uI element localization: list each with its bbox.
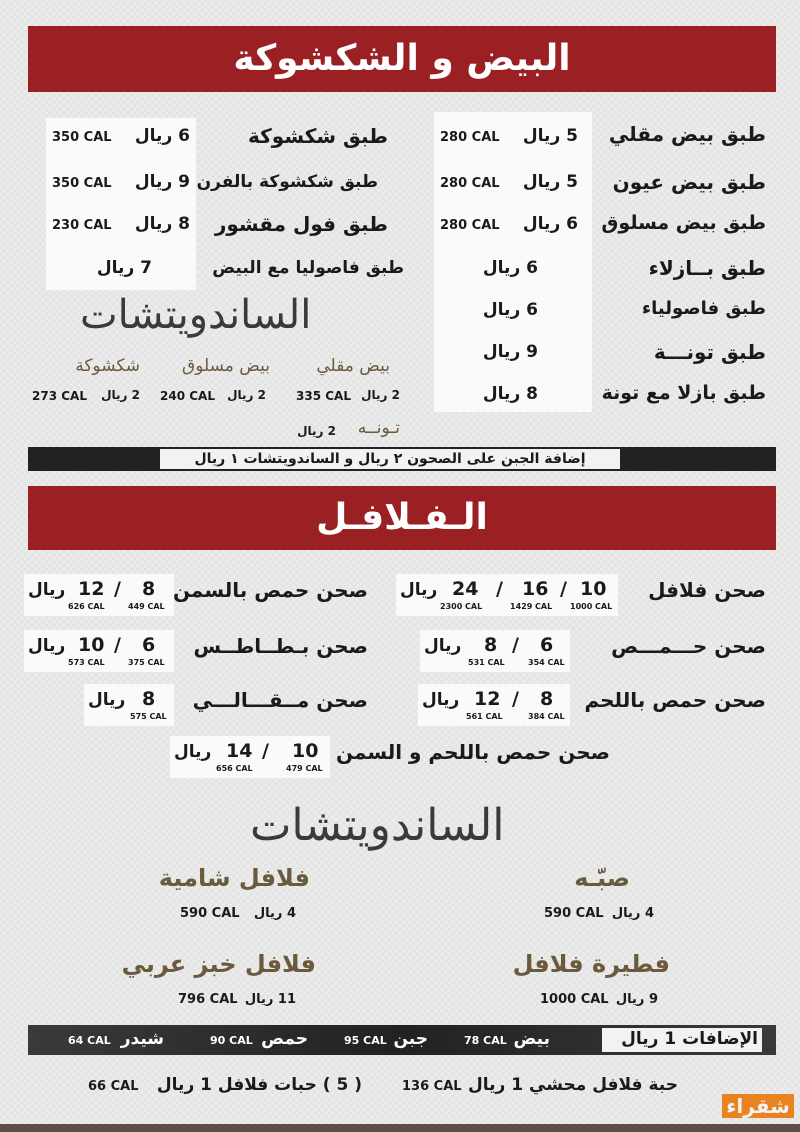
price-separator: / [560, 578, 567, 600]
sandwich-price: 2 ريال [361, 388, 400, 402]
extra-name: شيدر [120, 1029, 164, 1049]
sandwich-name: شكشوكة [75, 356, 140, 376]
sandwich-price: 2 ريال [101, 388, 140, 402]
plate-unit: ريال [88, 690, 126, 710]
brand-name: شقراء [722, 1094, 794, 1118]
menu-item-name: طبق بــازلاء [648, 256, 766, 280]
menu-item-price: 5 ريال [522, 126, 578, 146]
plate-name: صحن مــقـــالـــي [192, 688, 368, 712]
extra-cal: 90 CAL [210, 1034, 253, 1047]
sandwich-price: 11 ريال [244, 992, 296, 1007]
sandwich-cal: 240 CAL [160, 389, 215, 403]
sandwich-price: 4 ريال [611, 906, 654, 921]
plate-price-2: 12 [474, 688, 501, 710]
plate-cal-1: 479 CAL [286, 764, 323, 773]
extra-cal: 95 CAL [344, 1034, 387, 1047]
brand-logo [722, 1088, 794, 1124]
plate-price-1: 8 [142, 688, 156, 710]
sandwiches-heading: الساندويتشات [80, 292, 312, 338]
menu-item-price: 6 ريال [522, 214, 578, 234]
plate-price-2: 16 [522, 578, 549, 600]
plate-cal-1: 384 CAL [528, 712, 565, 721]
plate-cal-1: 375 CAL [128, 658, 165, 667]
plate-cal-3: 2300 CAL [440, 602, 483, 611]
plate-unit: ريال [400, 580, 438, 600]
plate-unit: ريال [424, 636, 462, 656]
menu-item-name: طبق شكشوكة بالفرن [196, 172, 378, 192]
plate-cal-2: 626 CAL [68, 602, 105, 611]
price-separator: / [496, 578, 503, 600]
plate-name: صحن حـــمـــص [611, 634, 766, 658]
menu-item-name: طبق تونـــة [653, 340, 766, 364]
menu-item-price: 7 ريال [96, 258, 152, 278]
plate-price-1: 6 [142, 634, 156, 656]
stuffed-falafel: حبة فلافل محشي 1 ريال [468, 1075, 678, 1095]
menu-item-cal: 230 CAL [52, 218, 112, 233]
sandwich-price: 2 ريال [227, 388, 266, 402]
price-separator: / [114, 578, 121, 600]
sandwich-name: بيض مقلي [316, 356, 390, 376]
menu-item-name: طبق بيض مقلي [608, 122, 766, 146]
plate-cal-2: 573 CAL [68, 658, 105, 667]
menu-item-name: طبق بازلا مع تونة [601, 382, 766, 404]
menu-item-price: 6 ريال [482, 258, 538, 278]
price-separator: / [262, 740, 269, 762]
menu-item-name: طبق شكشوكة [248, 124, 388, 148]
menu-item-cal: 350 CAL [52, 176, 112, 191]
extra-name: جبن [393, 1029, 428, 1049]
sandwich-cal: 590 CAL [180, 906, 240, 921]
plate-name: صحن حمص باللحم [584, 688, 766, 712]
plate-unit: ريال [28, 636, 66, 656]
price-separator: / [114, 634, 121, 656]
sandwich-cal: 273 CAL [32, 389, 87, 403]
menu-item-cal: 350 CAL [52, 130, 112, 145]
menu-item-name: طبق بيض مسلوق [601, 212, 766, 234]
sandwich-name: بيض مسلوق [182, 356, 270, 376]
plate-cal-1: 354 CAL [528, 658, 565, 667]
plate-price-3: 24 [452, 578, 479, 600]
sandwich-cal: 590 CAL [544, 906, 604, 921]
price-separator: / [512, 634, 519, 656]
sandwich-name: فطيرة فلافل [512, 950, 670, 978]
menu-item-price: 5 ريال [522, 172, 578, 192]
menu-item-price: 8 ريال [134, 214, 190, 234]
sandwich-cal: 796 CAL [178, 992, 238, 1007]
plate-name: صحن حمص باللحم و السمن [335, 740, 610, 764]
menu-item-price: 9 ريال [134, 172, 190, 192]
menu-item-name: طبق فاصولياء [641, 298, 766, 319]
plate-name: صحن بـطــاطــس [193, 634, 368, 658]
plate-price-2: 8 [484, 634, 498, 656]
menu-item-price: 9 ريال [482, 342, 538, 362]
plate-cal-2: 561 CAL [466, 712, 503, 721]
sandwich-cal: 335 CAL [296, 389, 351, 403]
plate-cal-1: 575 CAL [130, 712, 167, 721]
plate-price-1: 10 [292, 740, 319, 762]
plate-cal-2: 531 CAL [468, 658, 505, 667]
sandwich-name: فلافل خبز عربي [121, 950, 316, 978]
plate-price-1: 6 [540, 634, 554, 656]
falafel-section-title: الـفـلافـل [28, 486, 776, 550]
extra-name: حمص [261, 1029, 308, 1049]
falafel-beads-cal: 66 CAL [88, 1079, 139, 1094]
sandwich-name: تـونــه [357, 418, 400, 438]
extra-name: بيض [513, 1029, 550, 1049]
bottom-strip [0, 1124, 800, 1132]
menu-item-name: طبق بيض عيون [612, 170, 766, 194]
menu-item-cal: 280 CAL [440, 218, 500, 233]
stuffed-falafel-cal: 136 CAL [402, 1079, 462, 1094]
cheese-note: إضافة الجبن على الصحون ٢ ريال و الساندويتشات ١ ريال [160, 449, 620, 469]
plate-cal-2: 656 CAL [216, 764, 253, 773]
plate-price-1: 8 [142, 578, 156, 600]
menu-item-price: 6 ريال [134, 126, 190, 146]
plate-unit: ريال [422, 690, 460, 710]
plate-cal-1: 449 CAL [128, 602, 165, 611]
sandwich-price: 9 ريال [615, 992, 658, 1007]
extra-cal: 78 CAL [464, 1034, 507, 1047]
menu-item-cal: 280 CAL [440, 176, 500, 191]
extras-label: الإضافات 1 ريال [621, 1029, 758, 1049]
price-separator: / [512, 688, 519, 710]
menu-item-name: طبق فاصوليا مع البيض [212, 258, 404, 278]
menu-item-name: طبق فول مقشور [214, 212, 388, 236]
plate-unit: ريال [174, 742, 212, 762]
sandwich-name: صبّـه [574, 864, 630, 892]
sandwich-name: فلافل شامية [158, 864, 310, 892]
eggs-section-title: البيض و الشكشوكة [28, 26, 776, 92]
menu-item-price: 8 ريال [482, 384, 538, 404]
plate-name: صحن فلافل [648, 578, 766, 602]
plate-unit: ريال [28, 580, 66, 600]
falafel-beads: ( 5 ) حبات فلافل 1 ريال [156, 1075, 362, 1095]
sandwich-price: 4 ريال [253, 906, 296, 921]
extra-cal: 64 CAL [68, 1034, 111, 1047]
plate-cal-2: 1429 CAL [510, 602, 553, 611]
menu-item-cal: 280 CAL [440, 130, 500, 145]
plate-cal-1: 1000 CAL [570, 602, 613, 611]
sandwiches-heading: الساندويتشات [250, 800, 505, 851]
sandwich-price: 2 ريال [297, 424, 336, 438]
plate-price-2: 10 [78, 634, 105, 656]
plate-price-1: 8 [540, 688, 554, 710]
menu-item-price: 6 ريال [482, 300, 538, 320]
sandwich-cal: 1000 CAL [540, 992, 609, 1007]
plate-price-2: 12 [78, 578, 105, 600]
plate-name: صحن حمص بالسمن [172, 578, 368, 602]
plate-price-1: 10 [580, 578, 607, 600]
plate-price-2: 14 [226, 740, 253, 762]
